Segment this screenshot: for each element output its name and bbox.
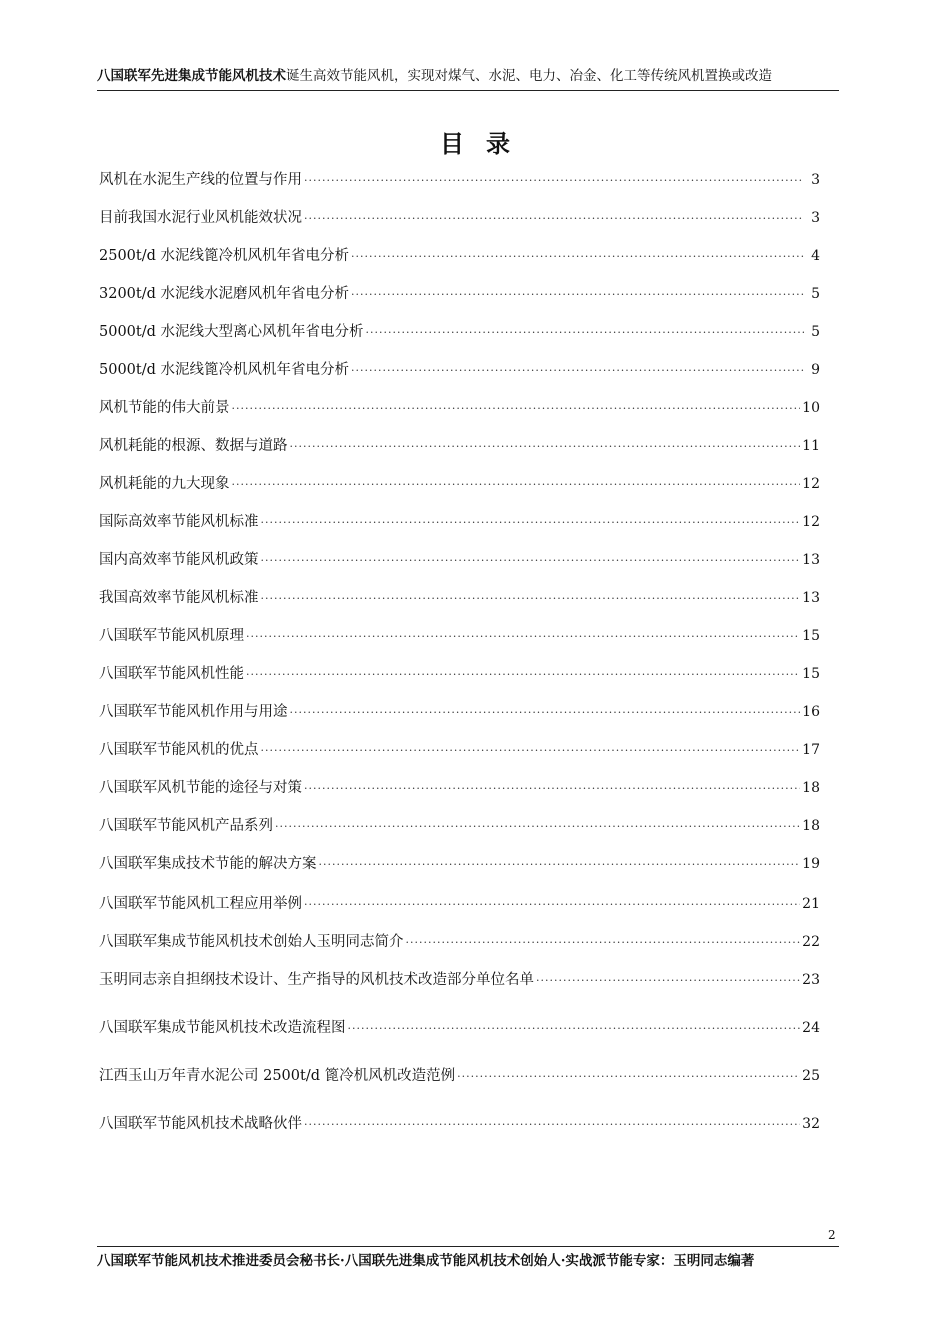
toc-entry-page: 3 [811,210,820,226]
toc-entry-page: 15 [802,666,820,682]
toc-entry-label: 玉明同志亲自担纲技术设计、生产指导的风机技术改造部分单位名单 [99,972,534,988]
toc-entry-page: 12 [802,514,820,530]
toc-entry-page: 24 [802,1020,820,1036]
toc-dot-leader [290,706,801,719]
toc-entry[interactable] [99,282,820,306]
toc-dot-leader [290,440,801,453]
toc-entry-page: 9 [811,362,820,378]
toc-entry[interactable] [99,548,820,572]
toc-entry[interactable] [99,738,820,762]
toc-entry-page: 3 [811,172,820,188]
toc-dot-leader [261,554,801,567]
toc-entry-page: 17 [802,742,820,758]
toc-entry-page: 4 [811,248,820,264]
page-number: 2 [828,1228,836,1242]
toc-entry[interactable] [99,510,820,534]
toc-dot-leader [351,288,804,301]
toc-entry-label: 2500t/d 水泥线篦冷机风机年省电分析 [99,248,350,264]
toc-entry-page: 13 [802,552,820,568]
toc-entry[interactable] [99,206,820,230]
toc-entry-label: 八国联军节能风机性能 [99,666,244,682]
toc-dot-leader [304,782,800,795]
toc-entry[interactable] [99,814,820,838]
toc-entry-page: 21 [802,896,820,912]
toc-entry[interactable] [99,396,820,420]
toc-dot-leader [275,820,800,833]
toc-entry-label: 八国联军节能风机的优点 [99,742,259,758]
toc-dot-leader [348,1022,801,1035]
toc-entry-page: 12 [802,476,820,492]
toc-entry-page: 16 [802,704,820,720]
toc-dot-leader [261,744,801,757]
toc-entry[interactable] [99,776,820,800]
toc-entry-label: 江西玉山万年青水泥公司 2500t/d 篦冷机风机改造范例 [99,1068,456,1084]
toc-entry-label: 八国联军节能风机技术战略伙伴 [99,1116,302,1132]
toc-dot-leader [261,516,801,529]
toc-dot-leader [536,974,800,987]
toc-dot-leader [246,668,800,681]
toc-dot-leader [304,1118,800,1131]
toc-entry[interactable] [99,1016,820,1040]
toc-entry-page: 18 [802,780,820,796]
toc-entry-page: 19 [802,856,820,872]
toc-entry[interactable] [99,700,820,724]
toc-entry-label: 国际高效率节能风机标准 [99,514,259,530]
toc-entry[interactable] [99,244,820,268]
header-bold-text: 八国联军先进集成节能风机技术 [97,68,286,84]
toc-entry[interactable] [99,852,820,876]
toc-dot-leader [457,1070,800,1083]
toc-entry-page: 13 [802,590,820,606]
toc-entry[interactable] [99,320,820,344]
toc-entry-label: 八国联军节能风机作用与用途 [99,704,288,720]
toc-entry-label: 我国高效率节能风机标准 [99,590,259,606]
toc-entry[interactable] [99,662,820,686]
toc-entry-page: 22 [802,934,820,950]
toc-entry[interactable] [99,434,820,458]
toc-entry-label: 3200t/d 水泥线水泥磨风机年省电分析 [99,286,350,302]
toc-dot-leader [232,478,801,491]
toc-entry-label: 风机在水泥生产线的位置与作用 [99,172,302,188]
toc-entry[interactable] [99,358,820,382]
toc-entry-label: 八国联军风机节能的途径与对策 [99,780,302,796]
toc-entry[interactable] [99,1112,820,1136]
header-text: 诞生高效节能风机，实现对煤气、水泥、电力、冶金、化工等传统风机置换或改造 [286,68,772,84]
toc-dot-leader [304,898,800,911]
toc-dot-leader [261,592,801,605]
toc-entry[interactable] [99,930,820,954]
toc-entry-label: 八国联军集成节能风机技术创始人玉明同志简介 [99,934,404,950]
toc-entry-label: 5000t/d 水泥线篦冷机风机年省电分析 [99,362,350,378]
toc-entry[interactable] [99,168,820,192]
toc-entry-page: 23 [802,972,820,988]
toc-dot-leader [351,250,804,263]
toc-dot-leader [406,936,801,949]
toc-entry-page: 32 [802,1116,820,1132]
toc-entry-page: 5 [811,324,820,340]
toc-entry-label: 八国联军集成技术节能的解决方案 [99,856,317,872]
toc-dot-leader [232,402,801,415]
toc-title: 目录 [440,130,532,158]
toc-entry[interactable] [99,472,820,496]
page-header [97,64,839,91]
toc-entry-label: 国内高效率节能风机政策 [99,552,259,568]
page-footer: 八国联军节能风机技术推进委员会秘书长·八国联先进集成节能风机技术创始人·实战派节能专家：玉明同志编著 [97,1246,839,1269]
toc-entry-page: 15 [802,628,820,644]
toc-dot-leader [246,630,800,643]
toc-entry-page: 18 [802,818,820,834]
toc-entry[interactable] [99,586,820,610]
toc-entry-page: 10 [802,400,820,416]
toc-entry-label: 风机耗能的九大现象 [99,476,230,492]
toc-entry-page: 5 [811,286,820,302]
toc-dot-leader [366,326,804,339]
toc-entry[interactable] [99,892,820,916]
toc-entry-page: 11 [802,438,820,454]
toc-entry-page: 25 [802,1068,820,1084]
toc-entry[interactable] [99,1064,820,1088]
toc-entry-label: 八国联军节能风机原理 [99,628,244,644]
toc-entry-label: 风机节能的伟大前景 [99,400,230,416]
toc-entry-label: 八国联军集成节能风机技术改造流程图 [99,1020,346,1036]
toc-entry-label: 八国联军节能风机产品系列 [99,818,273,834]
toc-dot-leader [304,212,804,225]
toc-entry-label: 目前我国水泥行业风机能效状况 [99,210,302,226]
toc-dot-leader [351,364,804,377]
toc-entry-label: 5000t/d 水泥线大型离心风机年省电分析 [99,324,364,340]
toc-dot-leader [304,174,804,187]
toc-entry[interactable] [99,968,820,992]
toc-dot-leader [319,858,801,871]
toc-entry[interactable] [99,624,820,648]
toc-entry-label: 风机耗能的根源、数据与道路 [99,438,288,454]
toc-entry-label: 八国联军节能风机工程应用举例 [99,896,302,912]
